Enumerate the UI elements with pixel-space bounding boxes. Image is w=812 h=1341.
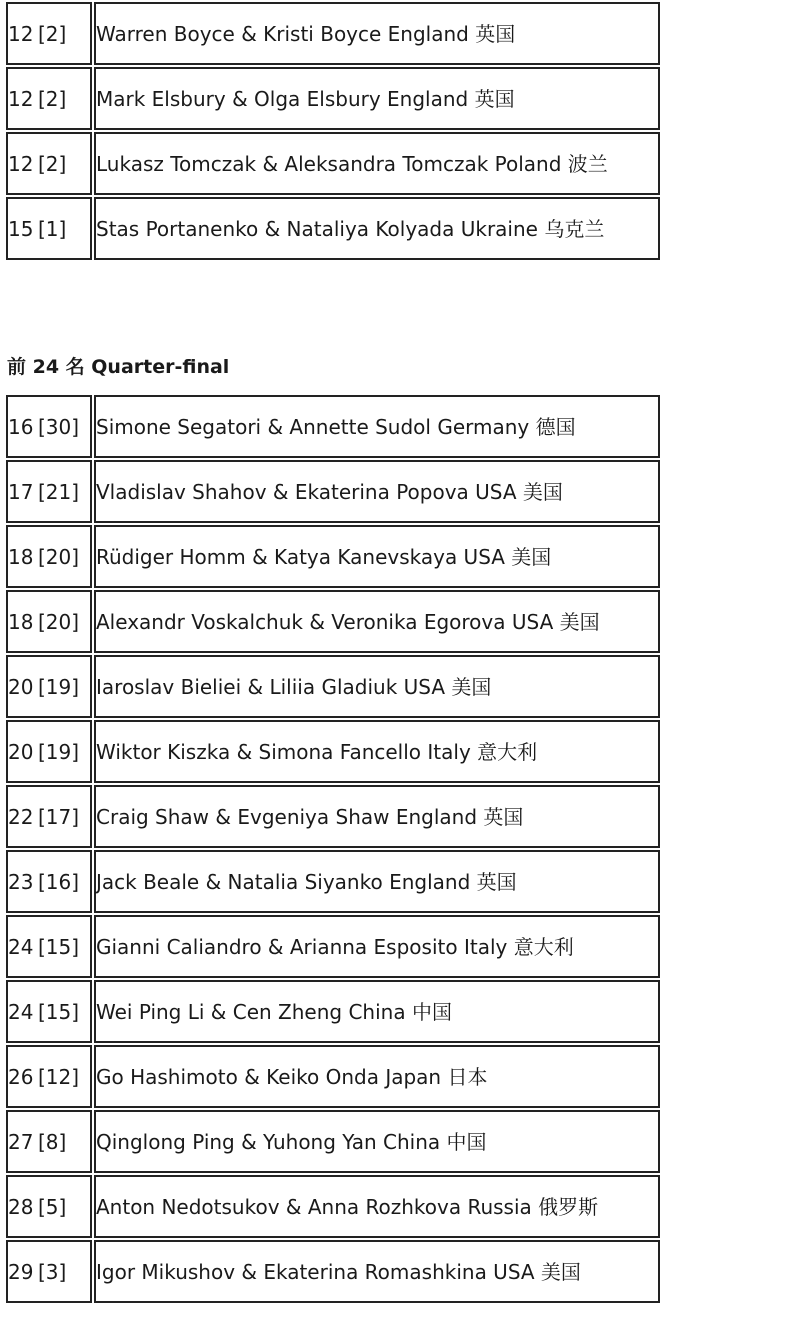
points-value: [21] (38, 479, 80, 504)
results-table-quarter-final-body (6, 395, 660, 1303)
table-row (6, 395, 660, 458)
couple-entry: Go Hashimoto & Keiko Onda Japan 日本 (94, 1045, 660, 1108)
points-value: [19] (38, 739, 80, 764)
rank-value: 17 (8, 479, 34, 504)
points-value: [12] (38, 1064, 80, 1089)
rank-cell (6, 1045, 92, 1108)
rank-value: 29 (8, 1259, 34, 1284)
rank-cell (6, 525, 92, 588)
table-row (6, 785, 660, 848)
table-row (6, 590, 660, 653)
rank-cell (6, 720, 92, 783)
rank-value: 26 (8, 1064, 34, 1089)
rank-cell (6, 132, 92, 195)
rank-value: 12 (8, 151, 34, 176)
rank-value: 27 (8, 1129, 34, 1154)
rank-value: 18 (8, 609, 34, 634)
table-row (6, 2, 660, 65)
points-value: [15] (38, 999, 80, 1024)
rank-value: 28 (8, 1194, 34, 1219)
points-value: [2] (38, 151, 67, 176)
rank-cell (6, 785, 92, 848)
rank-cell (6, 1240, 92, 1303)
rank-cell (6, 460, 92, 523)
rank-cell (6, 590, 92, 653)
couple-entry: Vladislav Shahov & Ekaterina Popova USA 美国 (94, 460, 660, 523)
table-row (6, 67, 660, 130)
table-row (6, 460, 660, 523)
points-value: [5] (38, 1194, 67, 1219)
table-row (6, 1110, 660, 1173)
couple-entry: Iaroslav Bieliei & Liliia Gladiuk USA 美国 (94, 655, 660, 718)
rank-value: 12 (8, 21, 34, 46)
table-row (6, 1175, 660, 1238)
points-value: [2] (38, 21, 67, 46)
couple-entry: Stas Portanenko & Nataliya Kolyada Ukraine 乌克兰 (94, 197, 660, 260)
rank-value: 16 (8, 414, 34, 439)
points-value: [16] (38, 869, 80, 894)
points-value: [15] (38, 934, 80, 959)
table-row (6, 915, 660, 978)
rank-value: 24 (8, 934, 34, 959)
rank-value: 23 (8, 869, 34, 894)
points-value: [2] (38, 86, 67, 111)
rank-value: 20 (8, 739, 34, 764)
rank-cell (6, 915, 92, 978)
rank-value: 12 (8, 86, 34, 111)
couple-entry: Craig Shaw & Evgeniya Shaw England 英国 (94, 785, 660, 848)
couple-entry: Rüdiger Homm & Katya Kanevskaya USA 美国 (94, 525, 660, 588)
table-row (6, 720, 660, 783)
table-row (6, 1240, 660, 1303)
rank-cell (6, 197, 92, 260)
results-table-top (4, 0, 662, 262)
points-value: [30] (38, 414, 80, 439)
results-table-top-body (6, 2, 660, 260)
table-row (6, 850, 660, 913)
couple-entry: Qinglong Ping & Yuhong Yan China 中国 (94, 1110, 660, 1173)
points-value: [19] (38, 674, 80, 699)
points-value: [8] (38, 1129, 67, 1154)
couple-entry: Jack Beale & Natalia Siyanko England 英国 (94, 850, 660, 913)
points-value: [3] (38, 1259, 67, 1284)
table-row (6, 197, 660, 260)
rank-cell (6, 1110, 92, 1173)
rank-cell (6, 67, 92, 130)
rank-value: 24 (8, 999, 34, 1024)
couple-entry: Warren Boyce & Kristi Boyce England 英国 (94, 2, 660, 65)
rank-value: 22 (8, 804, 34, 829)
rank-value: 20 (8, 674, 34, 699)
couple-entry: Mark Elsbury & Olga Elsbury England 英国 (94, 67, 660, 130)
table-row (6, 132, 660, 195)
points-value: [20] (38, 544, 80, 569)
rank-value: 18 (8, 544, 34, 569)
rank-cell (6, 850, 92, 913)
points-value: [1] (38, 216, 67, 241)
couple-entry: Wei Ping Li & Cen Zheng China 中国 (94, 980, 660, 1043)
table-row (6, 980, 660, 1043)
couple-entry: Anton Nedotsukov & Anna Rozhkova Russia 俄罗斯 (94, 1175, 660, 1238)
points-value: [20] (38, 609, 80, 634)
table-row (6, 1045, 660, 1108)
couple-entry: Igor Mikushov & Ekaterina Romashkina USA 美国 (94, 1240, 660, 1303)
quarter-final-heading: 前 24 名 Quarter-final (7, 356, 230, 378)
rank-cell (6, 2, 92, 65)
couple-entry: Alexandr Voskalchuk & Veronika Egorova USA 美国 (94, 590, 660, 653)
points-value: [17] (38, 804, 80, 829)
rank-cell (6, 655, 92, 718)
rank-cell (6, 1175, 92, 1238)
rank-value: 15 (8, 216, 34, 241)
couple-entry: Lukasz Tomczak & Aleksandra Tomczak Poland 波兰 (94, 132, 660, 195)
rank-cell (6, 395, 92, 458)
couple-entry: Simone Segatori & Annette Sudol Germany 德国 (94, 395, 660, 458)
table-row (6, 525, 660, 588)
results-table-quarter-final (4, 393, 662, 1305)
couple-entry: Gianni Caliandro & Arianna Esposito Italy 意大利 (94, 915, 660, 978)
couple-entry: Wiktor Kiszka & Simona Fancello Italy 意大利 (94, 720, 660, 783)
table-row (6, 655, 660, 718)
rank-cell (6, 980, 92, 1043)
